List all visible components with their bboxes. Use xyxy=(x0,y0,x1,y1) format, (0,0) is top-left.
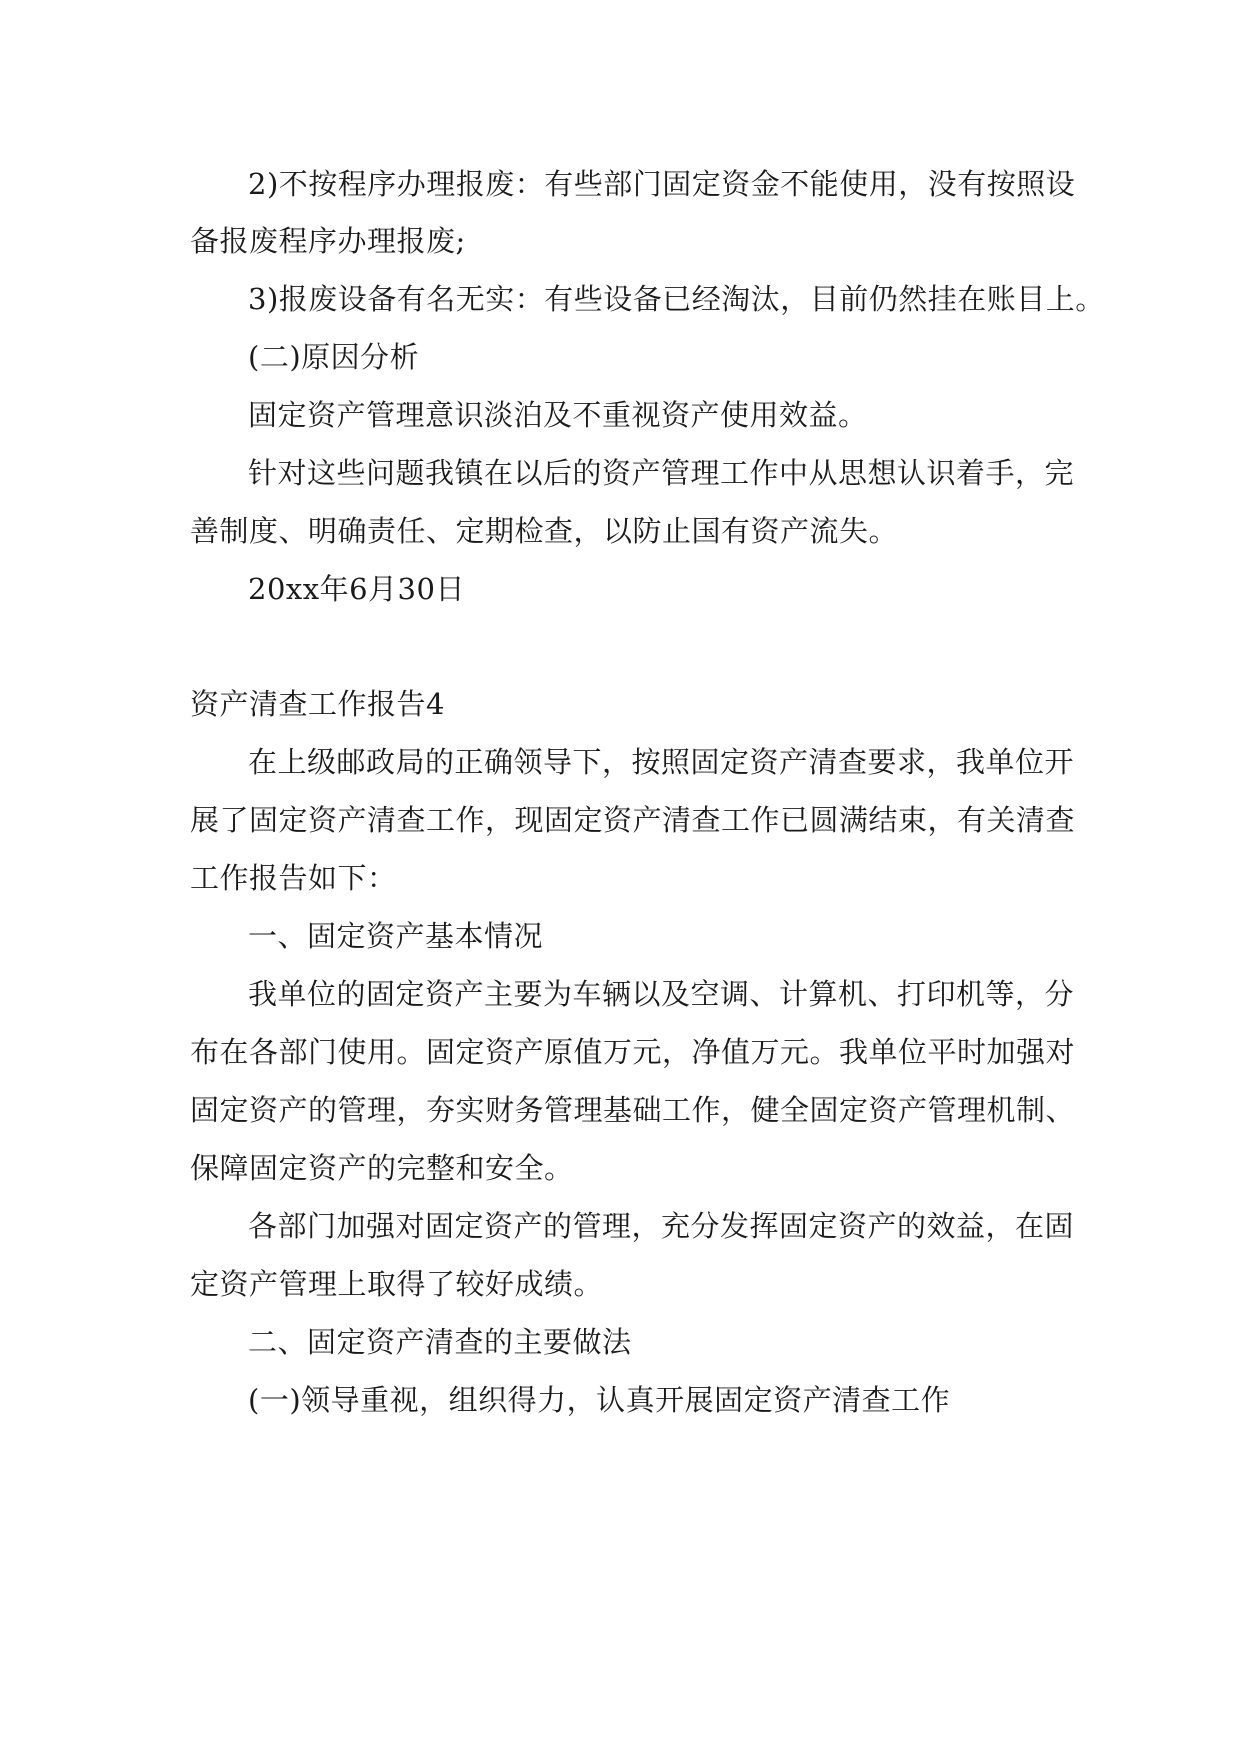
paragraph-line: 定资产管理上取得了较好成绩。 xyxy=(190,1267,604,1301)
paragraph-line: 备报废程序办理报废; xyxy=(190,224,466,258)
subsection-heading: (一)领导重视，组织得力，认真开展固定资产清查工作 xyxy=(248,1383,951,1417)
section-heading: 一、固定资产基本情况 xyxy=(248,919,544,953)
date-line: 20xx年6月30日 xyxy=(248,572,465,606)
paragraph-line: 展了固定资产清查工作，现固定资产清查工作已圆满结束，有关清查 xyxy=(190,803,1076,837)
paragraph-line: 3)报废设备有名无实：有些设备已经淘汰，目前仍然挂在账目上。 xyxy=(248,282,1105,316)
paragraph-line: 固定资产的管理，夯实财务管理基础工作，健全固定资产管理机制、 xyxy=(190,1093,1076,1127)
paragraph-line: 布在各部门使用。固定资产原值万元，净值万元。我单位平时加强对 xyxy=(190,1035,1076,1069)
paragraph-line: 善制度、明确责任、定期检查，以防止国有资产流失。 xyxy=(190,514,899,548)
paragraph-line: 我单位的固定资产主要为车辆以及空调、计算机、打印机等，分 xyxy=(248,977,1075,1011)
paragraph-line: 工作报告如下： xyxy=(190,861,397,895)
paragraph-line: 2)不按程序办理报废：有些部门固定资金不能使用，没有按照设 xyxy=(248,167,1076,201)
paragraph-line: 固定资产管理意识淡泊及不重视资产使用效益。 xyxy=(248,398,868,432)
paragraph-line: 针对这些问题我镇在以后的资产管理工作中从思想认识着手，完 xyxy=(248,456,1075,490)
paragraph-line: 在上级邮政局的正确领导下，按照固定资产清查要求，我单位开 xyxy=(248,745,1075,779)
paragraph-line: 各部门加强对固定资产的管理，充分发挥固定资产的效益，在固 xyxy=(248,1209,1075,1243)
paragraph-line: 保障固定资产的完整和安全。 xyxy=(190,1151,574,1185)
section-heading: 二、固定资产清查的主要做法 xyxy=(248,1325,632,1359)
section-heading: (二)原因分析 xyxy=(248,340,420,374)
report-title: 资产清查工作报告4 xyxy=(190,687,445,721)
